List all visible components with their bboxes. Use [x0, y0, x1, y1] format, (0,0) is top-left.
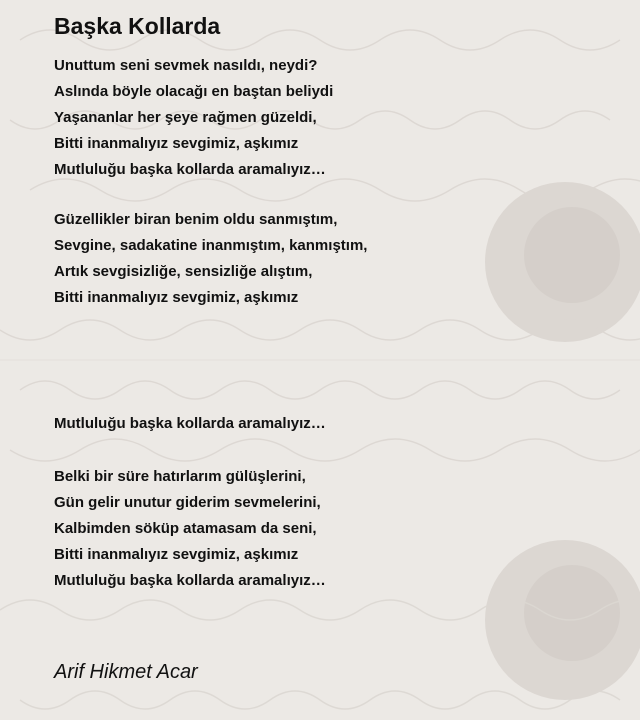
poem-line: Mutluluğu başka kollarda aramalıyız…	[54, 572, 326, 589]
poem-line: Aslında böyle olacağı en baştan beliydi	[54, 83, 334, 100]
poem-line: Yaşananlar her şeye rağmen güzeldi,	[54, 109, 317, 126]
stanza-1	[54, 53, 333, 183]
poem-line: Kalbimden söküp atamasam da seni,	[54, 520, 317, 537]
poem-line: Mutluluğu başka kollarda aramalıyız…	[54, 415, 326, 432]
poem-title: Başka Kollarda	[54, 13, 221, 39]
poem-author: Arif Hikmet Acar	[54, 661, 198, 683]
stanza-4	[54, 464, 326, 594]
poem-line: Gün gelir unutur giderim sevmelerini,	[54, 494, 321, 511]
poem-line: Unuttum seni sevmek nasıldı, neydi?	[54, 57, 318, 74]
stanza-3	[54, 411, 326, 437]
poem-line: Mutluluğu başka kollarda aramalıyız…	[54, 161, 326, 178]
poem-line: Sevgine, sadakatine inanmıştım, kanmıştım,	[54, 237, 368, 254]
stanza-2	[54, 207, 367, 311]
poem-line: Artık sevgisizliğe, sensizliğe alıştım,	[54, 263, 313, 280]
ink-blot-top-inner	[524, 207, 620, 303]
poem-line: Bitti inanmalıyız sevgimiz, aşkımız	[54, 289, 299, 306]
ink-blot-bottom-inner	[524, 565, 620, 661]
poem-line: Bitti inanmalıyız sevgimiz, aşkımız	[54, 546, 299, 563]
poem-line: Bitti inanmalıyız sevgimiz, aşkımız	[54, 135, 299, 152]
poem-line: Belki bir süre hatırlarım gülüşlerini,	[54, 468, 306, 485]
poem-line: Güzellikler biran benim oldu sanmıştım,	[54, 211, 338, 228]
